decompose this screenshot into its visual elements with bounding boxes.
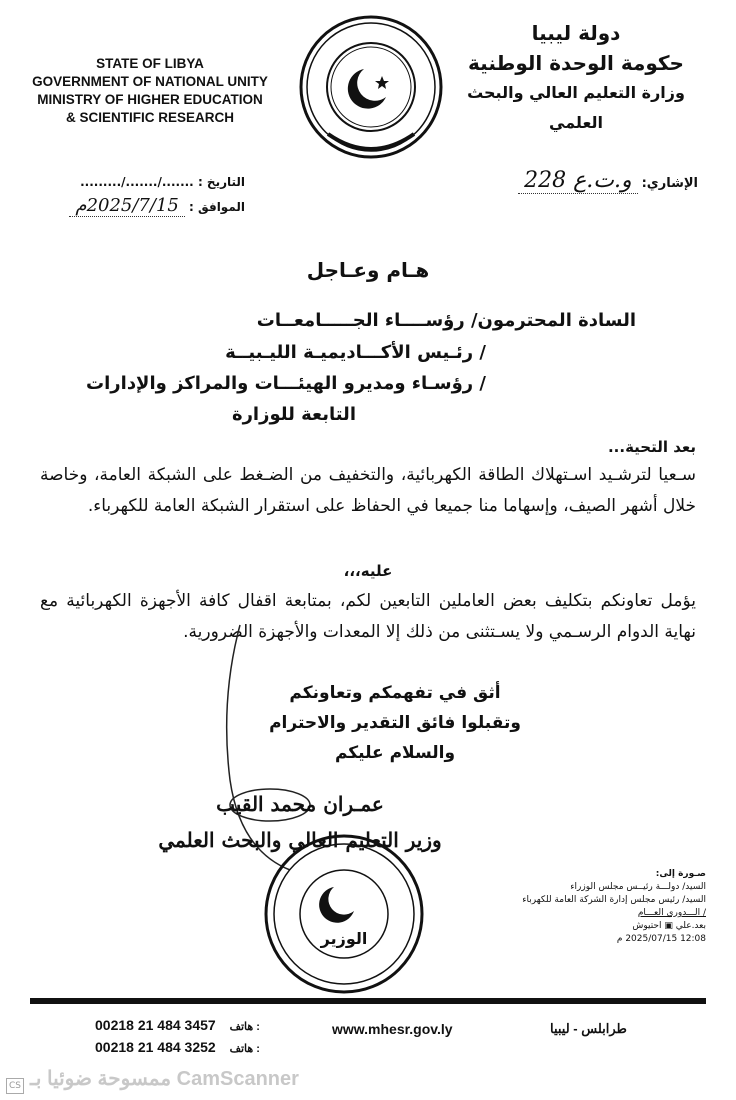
- letterhead-line: GOVERNMENT OF NATIONAL UNITY: [32, 74, 268, 89]
- scanner-watermark: ممسوحة ضوئيا بـ CamScanner: [30, 1068, 299, 1090]
- cc-item: / الـــدوري العـــام: [637, 908, 706, 918]
- cc-item: السيد/ دولـــة رئيــس مجلس الوزراء: [570, 882, 706, 892]
- svg-text:الوزير: الوزير: [320, 929, 368, 948]
- date-block: [55, 170, 245, 219]
- reference-label: الإشاري:: [641, 176, 698, 191]
- closing-line: أثق في تفهمكم وتعاونكم: [289, 683, 501, 703]
- phone-label: هاتف :: [229, 1043, 260, 1055]
- greeting: بعد التحية...: [607, 438, 696, 456]
- website: www.mhesr.gov.ly: [332, 1021, 453, 1037]
- letterhead-line: دولة ليبيا: [531, 21, 621, 45]
- closing-line: وتقبلوا فائق التقدير والاحترام: [269, 713, 521, 733]
- signatory-name: عمـران محمد القيب: [216, 792, 384, 816]
- footer-phones: [95, 1015, 260, 1059]
- footer-divider: [30, 998, 706, 1004]
- addressee-line: / رؤسـاء ومديرو الهيئـــات والمراكز والإدارات: [86, 373, 486, 394]
- addressee-line: / رئـيس الأكـــاديميـة الليـبيــة: [225, 342, 486, 363]
- phone-number: 00218 21 484 3457: [95, 1017, 216, 1033]
- camscanner-badge: CS: [6, 1078, 24, 1094]
- letterhead-line: & SCIENTIFIC RESEARCH: [65, 110, 234, 125]
- english-letterhead: [30, 55, 270, 127]
- letterhead-line: STATE OF LIBYA: [96, 56, 204, 71]
- reference-value: و.ت.ع 228: [518, 168, 637, 194]
- phone-label: هاتف :: [229, 1021, 260, 1033]
- cc-heading: صـورة إلى:: [655, 869, 706, 879]
- closing-line: والسلام عليكم: [334, 743, 456, 763]
- arabic-letterhead: [446, 18, 706, 138]
- reference-number: [518, 168, 698, 194]
- gregorian-date-value: 2025/7/15م: [69, 195, 184, 217]
- letterhead-line: حكومة الوحدة الوطنية: [468, 51, 684, 75]
- addressee-line: السادة المحترمون/ رؤســــاء الجـــــامعــات: [256, 310, 636, 331]
- prepared-by: بعد.علي ▣ احتيوش: [632, 921, 706, 931]
- city-label: طرابلس - ليبيا: [550, 1021, 627, 1036]
- addressee-line: التابعة للوزارة: [231, 404, 356, 425]
- signatory-title: وزير التعليم العالي والبحث العلمي: [158, 828, 442, 852]
- cc-item: السيد/ رئيس مجلس إدارة الشركة العامة للكهرباء: [522, 895, 706, 905]
- print-timestamp: 12:08 2025/07/15 م: [616, 934, 706, 944]
- cc-list: [456, 868, 706, 946]
- phone-number: 00218 21 484 3252: [95, 1039, 216, 1055]
- hijri-date-label: التاريخ :: [197, 175, 245, 189]
- hijri-date-value: ......./......./.........: [80, 175, 194, 189]
- ministry-emblem-logo: [298, 14, 444, 160]
- paragraph-2: يؤمل تعاونكم بتكليف بعض العاملين التابعين لكم، بمتابعة اقفال كافة الأجهزة الكهربائية مع نهاية الدوام الرسـمي ولا يسـتثنى من ذلك إلا المعدات والأجهزة الضرورية.: [40, 591, 696, 642]
- letterhead-line: MINISTRY OF HIGHER EDUCATION: [37, 92, 263, 107]
- paragraph-1: سـعيا لترشـيد اسـتهلاك الطاقة الكهربائية، والتخفيف من الضـغط على الشبكة العامة، وخاصة خلال أشهر الصيف، وإسهاما منا جميعا في الحفاظ على استقرار الشبكة العامة للكهرباء.: [40, 465, 696, 516]
- official-stamp: [262, 832, 427, 997]
- letterhead-line: وزارة التعليم العالي والبحث العلمي: [467, 83, 685, 132]
- gregorian-date-label: الموافق :: [189, 200, 245, 214]
- therefore-line: عليه،،،: [343, 562, 393, 580]
- letter-title: هـام وعـاجل: [306, 258, 430, 282]
